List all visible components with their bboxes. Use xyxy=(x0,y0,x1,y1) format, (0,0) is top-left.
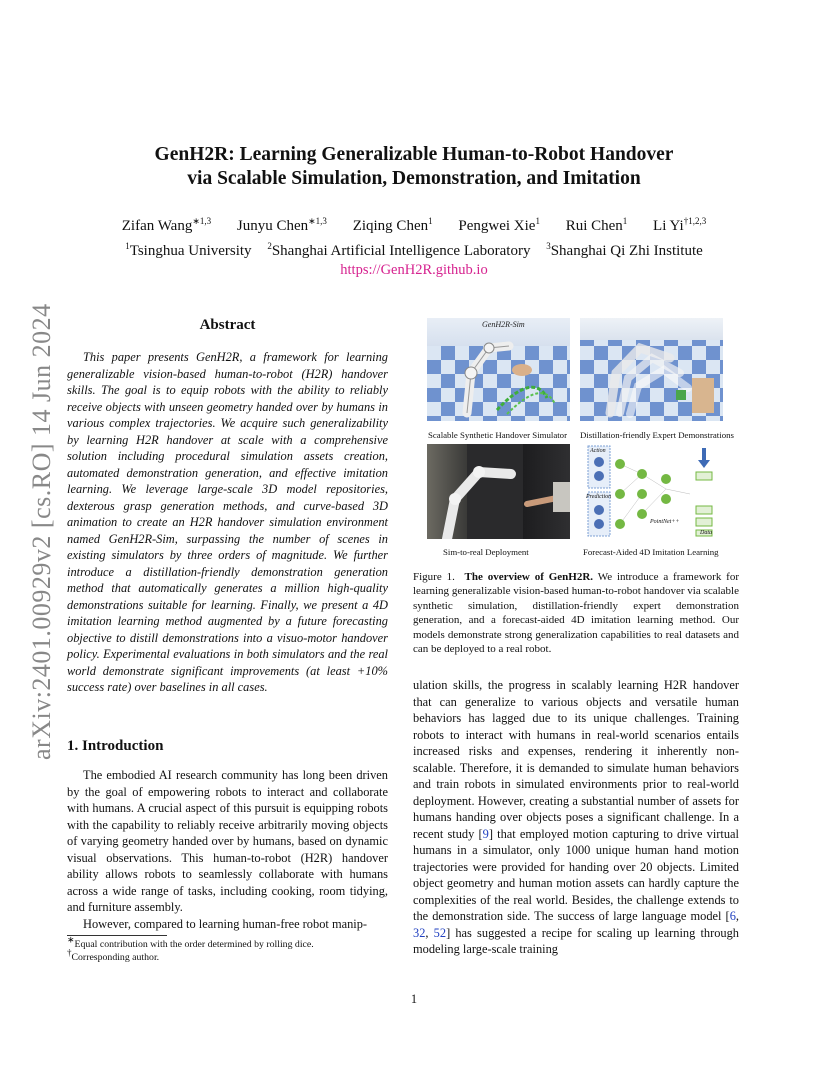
title-line-1: GenH2R: Learning Generalizable Human-to-Robot Handover xyxy=(154,144,674,165)
figure-1 xyxy=(413,316,739,562)
imitation-learning-diagram xyxy=(580,444,723,539)
pointnet-label: PointNet++ xyxy=(650,519,680,525)
author: Li Yi$^{\dagger 1,2,3}$ xyxy=(653,216,707,234)
author: Ziqing Chen$^1$ xyxy=(352,216,433,234)
affiliation: $^2$Shanghai Artificial Intelligence Laboratory xyxy=(267,241,531,259)
affiliation: $^3$Shanghai Qi Zhi Institute xyxy=(546,241,703,259)
prediction-label: Prediction xyxy=(586,494,612,500)
deployment-panel-label: Sim-to-real Deployment xyxy=(443,547,529,557)
figure-1-caption: Figure 1. The overview of GenH2R. We introduce a framework for learning generalizable vision-based human-to-robot handover via scalable synthetic simulation, distillation-friendly expert demonstration generation, and a forecast-aided 4D imitation learning method. Our models demonstrate strong generalization capabilities to real datasets and can be deployed to a real robot. xyxy=(413,571,739,656)
citation-link[interactable]: 52 xyxy=(433,925,447,940)
introduction-text xyxy=(67,767,388,932)
paper-title xyxy=(0,143,828,191)
page-number: 1 xyxy=(410,992,418,1006)
robot-arm-illustration xyxy=(427,318,570,421)
arxiv-stamp: arXiv:2401.00929v2 [cs.RO] 14 Jun 2024 xyxy=(27,303,56,760)
abstract-heading: Abstract xyxy=(199,317,256,333)
project-url-link[interactable]: https://GenH2R.github.io xyxy=(340,262,488,278)
imitation-panel-label: Forecast-Aided 4D Imitation Learning xyxy=(583,547,719,557)
abstract-text: This paper presents GenH2R, a framework for learning generalizable vision-based human-to-robot (H2R) handover skills. The goal is to equip robots with the ability to reliably receive objects with unseen geometry handed over by humans in various complex trajectories. We acquire such generalizability by learning H2R handover at scale with a comprehensive solution including procedural simulation assets creation, automated demonstration generation, and effective imitation learning. We leverage large-scale 3D model repositories, dexterous grasp generation methods, and curve-based 3D animation to create an H2R handover simulation environment named GenH2R-Sim, surpassing the number of scenes in existing simulators by three orders of magnitude. We further introduce a distillation-friendly demonstration generation method that automatically generates a million high-quality demonstrations suitable for learning. Finally, we present a 4D imitation learning method augmented by a future forecasting objective to distill demonstrations into a visuo-motor handover policy. Experimental evaluations in both simulators and the real world demonstrate significant improvements (at least +10% success rate) over baselines in all cases. xyxy=(67,350,388,694)
simulator-panel xyxy=(427,318,570,421)
citation-link[interactable]: 9 xyxy=(482,826,489,841)
expert-demonstration-illustration xyxy=(580,318,723,421)
data-label: Data xyxy=(700,530,712,536)
footnote-divider xyxy=(67,935,167,936)
author: Zifan Wang$^{∗1,3}$ xyxy=(121,216,212,234)
author: Junyu Chen$^{∗1,3}$ xyxy=(236,216,327,234)
section-heading-introduction: 1. Introduction xyxy=(67,738,164,754)
demonstrations-panel-label: Distillation-friendly Expert Demonstrations xyxy=(580,430,734,440)
author: Rui Chen$^1$ xyxy=(565,216,628,234)
introduction-continued-text: ulation skills, the progress in scalably learning H2R handover that can generalize to various objects and versatile human behaviors has lagged due to its unique challenges. Training robots to interact with humans in real-world scenarios entails increased risks and expenses, rendering it inherently non-scalable. Therefore, it is demanded to simulate human behaviors and train robots in simulated environments prior to real-world deployment. However, creating a substantial number of assets for humans handing over objects poses a significant challenge. In a recent study [9] that employed motion capturing to drive virtual humans in a simulator, only 1000 unique human hand motion trajectories were provided for handing over 20 objects. Limited object geometry and human motion assets can hardly capture the complexities of the real world. Besides, the challenge extends to the demonstration side. The success of large language model [6, 32, 52] has suggested a recipe for scaling up learning through modeling large-scale training xyxy=(413,678,739,956)
simulator-panel-label: Scalable Synthetic Handover Simulator xyxy=(428,430,568,440)
footnote-2: †Corresponding author. xyxy=(67,947,160,963)
demonstrations-panel xyxy=(580,318,723,421)
footnote-1: ∗Equal contribution with the order determined by rolling dice. xyxy=(67,934,314,950)
affiliation-list xyxy=(0,242,828,261)
intro-paragraph-2: However, compared to learning human-free robot manip- xyxy=(83,916,368,931)
title-line-2: via Scalable Simulation, Demonstration, and Imitation xyxy=(187,168,641,189)
real-robot-photo xyxy=(427,444,570,539)
action-label: Action xyxy=(590,448,606,454)
author-list xyxy=(0,217,828,236)
citation-link[interactable]: 32 xyxy=(413,925,426,940)
intro-paragraph-1: The embodied AI research community has long been driven by the goal of empowering robots to interact and collaborate with humans. A crucial aspect of this pursuit is equipping robots with the capability to reliably receive arbitrarily moving objects of varying geometry handed over by humans, based on dynamic visual observations. This human-to-robot (H2R) handover ability allows robots to seamlessly collaborate with humans across a wide range of tasks, including cooking, room tidying, and furniture assembly. xyxy=(67,768,388,914)
affiliation: $^1$Tsinghua University xyxy=(125,241,252,259)
simulator-panel-title: GenH2R-Sim xyxy=(482,320,525,329)
citation-link[interactable]: 6 xyxy=(729,909,736,923)
author: Pengwei Xie$^1$ xyxy=(458,216,540,234)
